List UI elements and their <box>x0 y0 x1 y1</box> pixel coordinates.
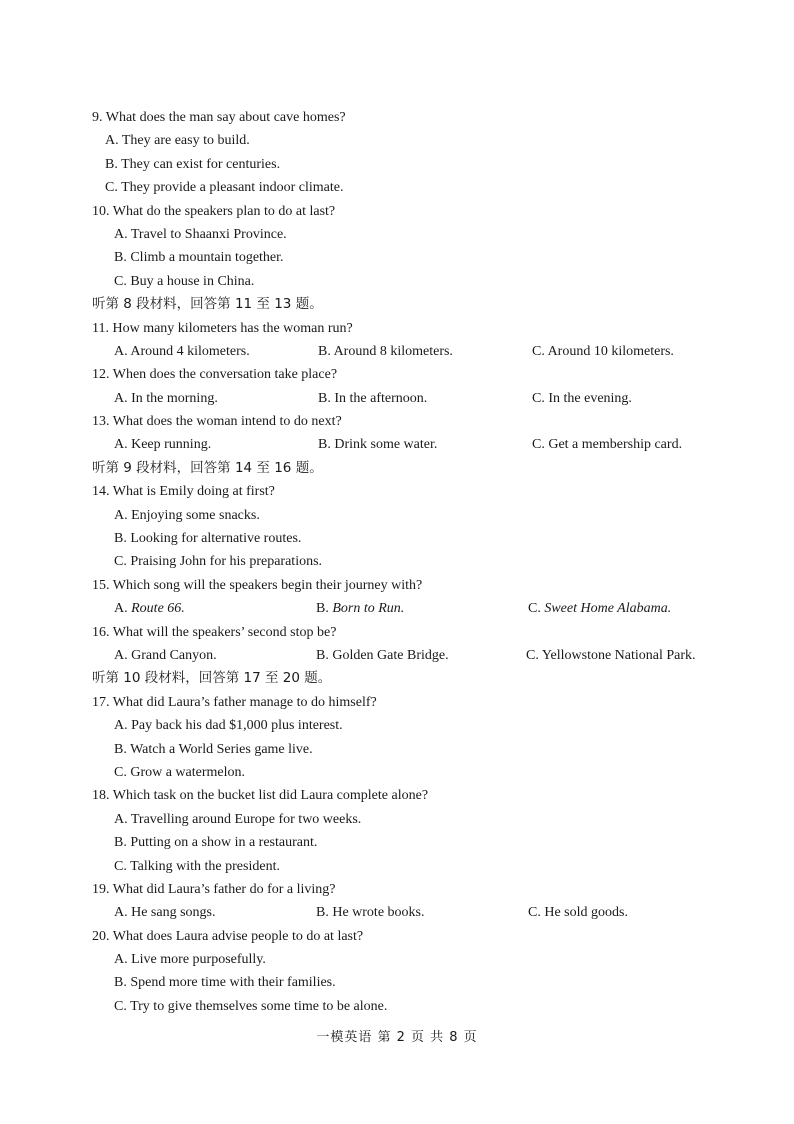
question-14-stem: 14. What is Emily doing at first? <box>92 484 275 500</box>
question-15-option-a <box>114 597 185 620</box>
song-title: Sweet Home Alabama. <box>544 601 672 617</box>
question-19-stem: 19. What did Laura’s father do for a living? <box>92 881 336 897</box>
question-19-option-b: B. He wrote books. <box>316 905 425 921</box>
question-list <box>92 106 732 1018</box>
question-18-option-b: B. Putting on a show in a restaurant. <box>114 835 318 851</box>
question-14-option-c: C. Praising John for his preparations. <box>114 554 323 570</box>
question-12-options <box>92 387 732 410</box>
question-13-option-c: C. Get a membership card. <box>532 437 683 453</box>
question-13-options <box>92 433 732 456</box>
section-9-instruction: 听第 9 段材料，回答第 14 至 16 题。 <box>92 459 323 476</box>
question-19-option-a: A. He sang songs. <box>114 905 216 921</box>
section-10-instruction: 听第 10 段材料，回答第 17 至 20 题。 <box>92 670 332 687</box>
question-11-option-b: B. Around 8 kilometers. <box>318 343 453 359</box>
question-12-option-a: A. In the morning. <box>114 390 218 406</box>
question-19-option-c: C. He sold goods. <box>528 905 628 921</box>
song-title: Born to Run. <box>332 601 405 617</box>
question-10-option-a: A. Travel to Shaanxi Province. <box>114 226 287 242</box>
question-15-stem: 15. Which song will the speakers begin their journey with? <box>92 577 423 593</box>
question-17-option-c: C. Grow a watermelon. <box>114 764 246 780</box>
question-17-option-a: A. Pay back his dad $1,000 plus interest. <box>114 718 343 734</box>
question-20-option-b: B. Spend more time with their families. <box>114 975 336 991</box>
section-8-instruction: 听第 8 段材料，回答第 11 至 13 题。 <box>92 296 323 313</box>
question-10-option-b: B. Climb a mountain together. <box>114 250 284 266</box>
question-19-options <box>92 901 732 924</box>
question-11-option-a: A. Around 4 kilometers. <box>114 343 250 359</box>
question-17-stem: 17. What did Laura’s father manage to do himself? <box>92 694 377 710</box>
song-title: Route 66. <box>131 601 185 617</box>
question-14-option-b: B. Looking for alternative routes. <box>114 531 302 547</box>
option-letter: A. <box>114 601 132 617</box>
question-16-options <box>92 644 732 667</box>
question-18-option-a: A. Travelling around Europe for two weeks. <box>114 811 362 827</box>
question-11-options <box>92 340 732 363</box>
question-12-stem: 12. When does the conversation take place? <box>92 367 338 383</box>
question-12-option-b: B. In the afternoon. <box>318 390 428 406</box>
question-16-option-a: A. Grand Canyon. <box>114 647 217 663</box>
question-10-option-c: C. Buy a house in China. <box>114 273 255 289</box>
question-17-option-b: B. Watch a World Series game live. <box>114 741 313 757</box>
question-15-options <box>92 597 732 620</box>
question-20-option-a: A. Live more purposefully. <box>114 952 266 968</box>
question-13-option-b: B. Drink some water. <box>318 437 438 453</box>
page-footer: 一模英语 第 2 页 共 8 页 <box>316 1030 478 1045</box>
question-13-stem: 13. What does the woman intend to do next? <box>92 414 342 430</box>
question-13-option-a: A. Keep running. <box>114 437 212 453</box>
question-16-stem: 16. What will the speakers’ second stop be? <box>92 624 337 640</box>
question-16-option-c: C. Yellowstone National Park. <box>526 647 696 663</box>
question-10-stem: 10. What do the speakers plan to do at last? <box>92 203 336 219</box>
question-9-stem: 9. What does the man say about cave homes? <box>92 110 346 125</box>
question-18-stem: 18. Which task on the bucket list did Laura complete alone? <box>92 788 429 804</box>
question-20-option-c: C. Try to give themselves some time to be alone. <box>114 998 388 1014</box>
question-15-option-c <box>528 597 671 620</box>
question-18-option-c: C. Talking with the president. <box>114 858 280 874</box>
question-9-option-c: C. They provide a pleasant indoor climate. <box>105 180 344 196</box>
question-11-option-c: C. Around 10 kilometers. <box>532 343 674 359</box>
question-14-option-a: A. Enjoying some snacks. <box>114 507 260 523</box>
question-20-stem: 20. What does Laura advise people to do at last? <box>92 928 364 944</box>
question-11-stem: 11. How many kilometers has the woman run? <box>92 320 353 336</box>
question-15-option-b <box>316 597 404 620</box>
question-12-option-c: C. In the evening. <box>532 390 632 406</box>
option-letter: B. <box>316 601 333 617</box>
question-16-option-b: B. Golden Gate Bridge. <box>316 647 449 663</box>
question-9-option-a: A. They are easy to build. <box>105 133 250 149</box>
question-9-option-b: B. They can exist for centuries. <box>105 156 281 172</box>
option-letter: C. <box>528 601 545 617</box>
